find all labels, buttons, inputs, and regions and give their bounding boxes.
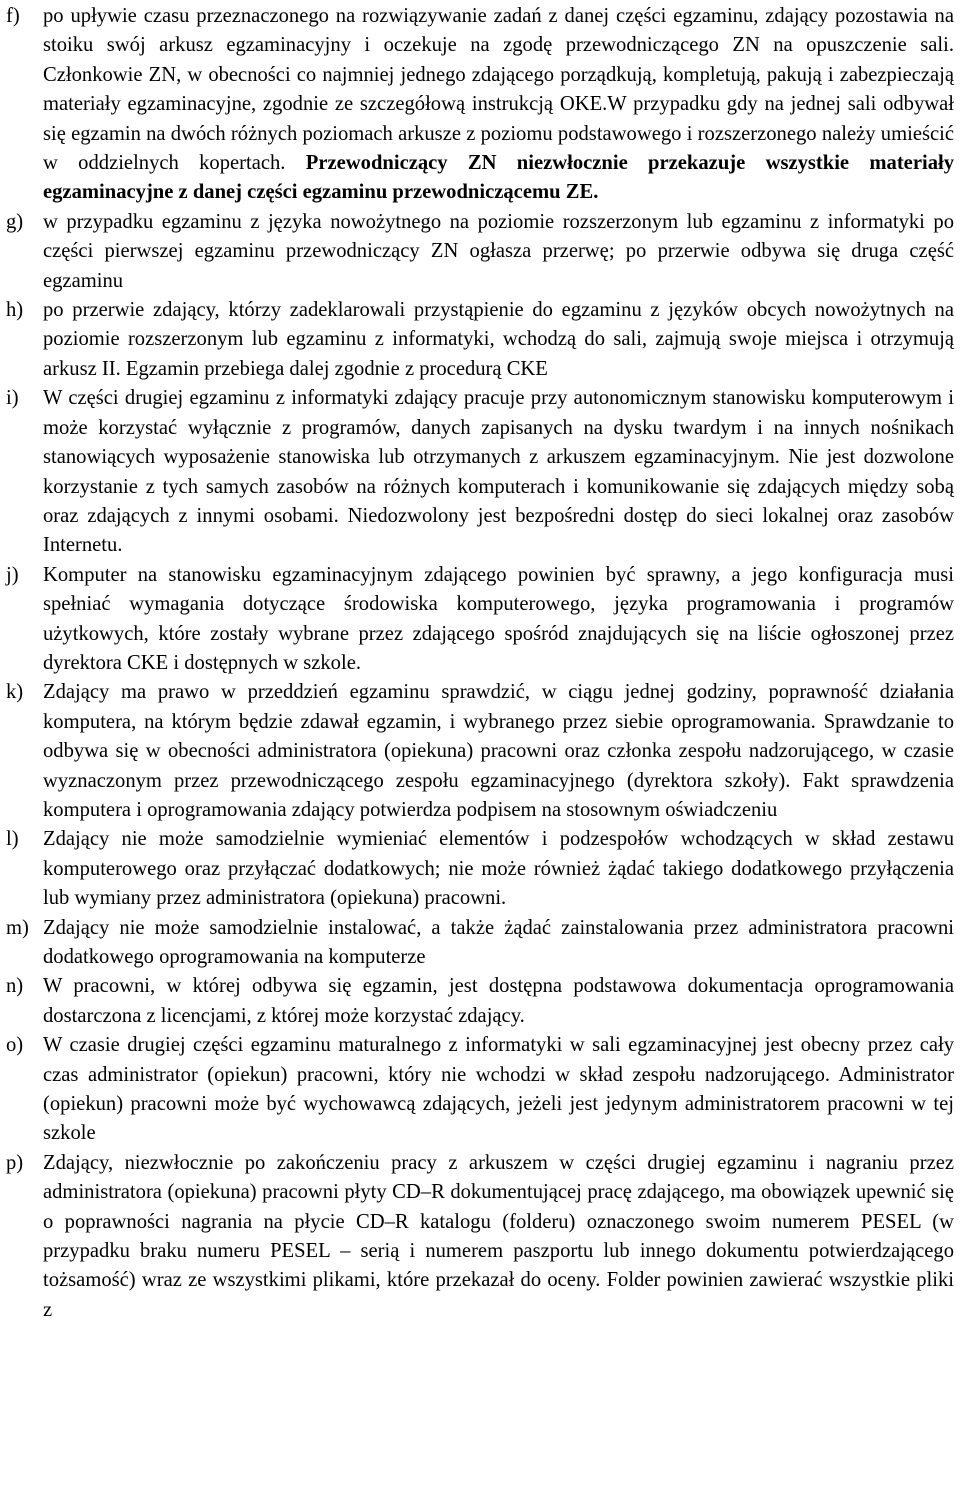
list-item-n (6, 972, 954, 1031)
list-item-body: W czasie drugiej części egzaminu maturalnego z informatyki w sali egzaminacyjnej jest obecny przez cały czas administrator (opiekun) pracowni, który nie wchodzi w skład zespołu nadzorującego. Administrator (opiekun) pracowni może być wychowawcą zdających, jeżeli jest jedynym administratorem pracowni w tej szkole (43, 1034, 954, 1145)
list-item-body: po upływie czasu przeznaczonego na rozwiązywanie zadań z danej części egzaminu, zdający pozostawia na stoiku swój arkusz egzaminacyjny i oczekuje na zgodę przewodniczącego ZN na opuszczenie sali. Członkowie ZN, w obecności co najmniej jednego zdającego porządkują, kompletują, pakują i zabezpieczają materiały egzaminacyjne, zgodnie ze szczegółową instrukcją OKE.W przypadku gdy na jednej sali odbywał się egzamin na dwóch różnych poziomach arkusze z poziomu podstawowego i rozszerzonego należy umieścić w oddzielnych kopertach. (43, 5, 954, 175)
list-item-body: Zdający ma prawo w przeddzień egzaminu sprawdzić, w ciągu jednej godziny, poprawność działania komputera, na którym będzie zdawał egzamin, i wybranego przez siebie oprogramowania. Sprawdzanie to odbywa się w obecności administratora (opiekuna) pracowni oraz członka zespołu nadzorującego, w czasie wyznaczonym przez przewodniczącego zespołu egzaminacyjnego (dyrektora szkoły). Fakt sprawdzenia komputera i oprogramowania zdający potwierdza podpisem na stosownym oświadczeniu (43, 681, 954, 821)
list-item-letter: l) (6, 828, 19, 851)
list-item-text (43, 2, 954, 208)
list-item-letter: h) (6, 299, 24, 322)
list-item-body: w przypadku egzaminu z języka nowożytnego na poziomie rozszerzonym lub egzaminu z informatyki po części pierwszej egzaminu przewodniczący ZN ogłasza przerwę; po przerwie odbywa się druga część egzaminu (43, 210, 954, 292)
list-item-body: po przerwie zdający, którzy zadeklarowali przystąpienie do egzaminu z języków obcych nowożytnych na poziomie rozszerzonym lub egzaminu z informatyki, wchodzą do sali, zajmują swoje miejsca i otrzymują arkusz II. Egzamin przebiega dalej zgodnie z procedurą CKE (43, 299, 954, 380)
list-item-m (6, 914, 954, 973)
list-item-body: Zdający, niezwłocznie po zakończeniu pracy z arkuszem w części drugiej egzaminu i nagraniu przez administratora (opiekuna) pracowni płyty CD–R dokumentującej pracę zdającego, ma obowiązek upewnić się o poprawności nagrania na płycie CD–R katalogu (folderu) oznaczonego swoim numerem PESEL (w przypadku braku numeru PESEL – serią i numerem paszportu lub innego dokumentu potwierdzającego tożsamość) wraz ze wszystkimi plikami, które przekazał do oceny. Folder powinien zawierać wszystkie pliki z (43, 1151, 954, 1321)
list-item-letter: i) (6, 387, 19, 410)
list-item-letter: f) (6, 5, 20, 27)
list-item-letter: g) (6, 210, 24, 233)
list-item-g (6, 208, 954, 296)
list-item-bold-text: Przewodniczący ZN niezwłocznie przekazuje wszystkie materiały egzaminacyjne z danej części egzaminu przewodniczącemu ZE. (43, 152, 955, 204)
list-item-letter: j) (6, 563, 19, 586)
list-item-o (6, 1031, 954, 1149)
list-item-letter: m) (6, 916, 29, 939)
list-item-j (6, 561, 954, 679)
list-item-k (6, 678, 954, 825)
list-item-i (6, 384, 954, 560)
list-item-letter: k) (6, 681, 24, 704)
list-item-f (6, 2, 954, 208)
list-item-body: Komputer na stanowisku egzaminacyjnym zdającego powinien być sprawny, a jego konfiguracja musi spełniać wymagania dotyczące środowiska komputerowego, języka programowania i programów użytkowych, które zostały wybrane przez zdającego spośród znajdujących się na liście ogłoszonej przez dyrektora CKE i dostępnych w szkole. (43, 563, 954, 674)
list-item-l (6, 825, 954, 913)
list-item-letter: o) (6, 1034, 24, 1057)
list-item-letter: n) (6, 975, 24, 998)
list-item-h (6, 296, 954, 384)
list-item-body: W części drugiej egzaminu z informatyki zdający pracuje przy autonomicznym stanowisku komputerowym i może korzystać wyłącznie z programów, danych zapisanych na dysku twardym i na innych nośnikach stanowiących wyposażenie stanowiska lub otrzymanych z arkuszem egzaminacyjnym. Nie jest dozwolone korzystanie z tych samych zasobów na różnych komputerach i komunikowanie się zdających między sobą oraz zdających z innymi osobami. Niedozwolony jest bezpośredni dostęp do sieci lokalnej oraz zasobów Internetu. (43, 387, 954, 557)
list-item-body: Zdający nie może samodzielnie instalować, a także żądać zainstalowania przez administratora pracowni dodatkowego oprogramowania na komputerze (43, 916, 954, 968)
list-item-body: Zdający nie może samodzielnie wymieniać elementów i podzespołów wchodzących w skład zestawu komputerowego oraz przyłączać dodatkowych; nie może również żądać takiego dodatkowego przyłączenia lub wymiany przez administratora (opiekuna) pracowni. (43, 828, 954, 910)
list-item-p (6, 1149, 954, 1325)
list-item-letter: p) (6, 1151, 24, 1174)
list-item-body: W pracowni, w której odbywa się egzamin, jest dostępna podstawowa dokumentacja oprogramowania dostarczona z licencjami, z której może korzystać zdający. (43, 975, 954, 1027)
